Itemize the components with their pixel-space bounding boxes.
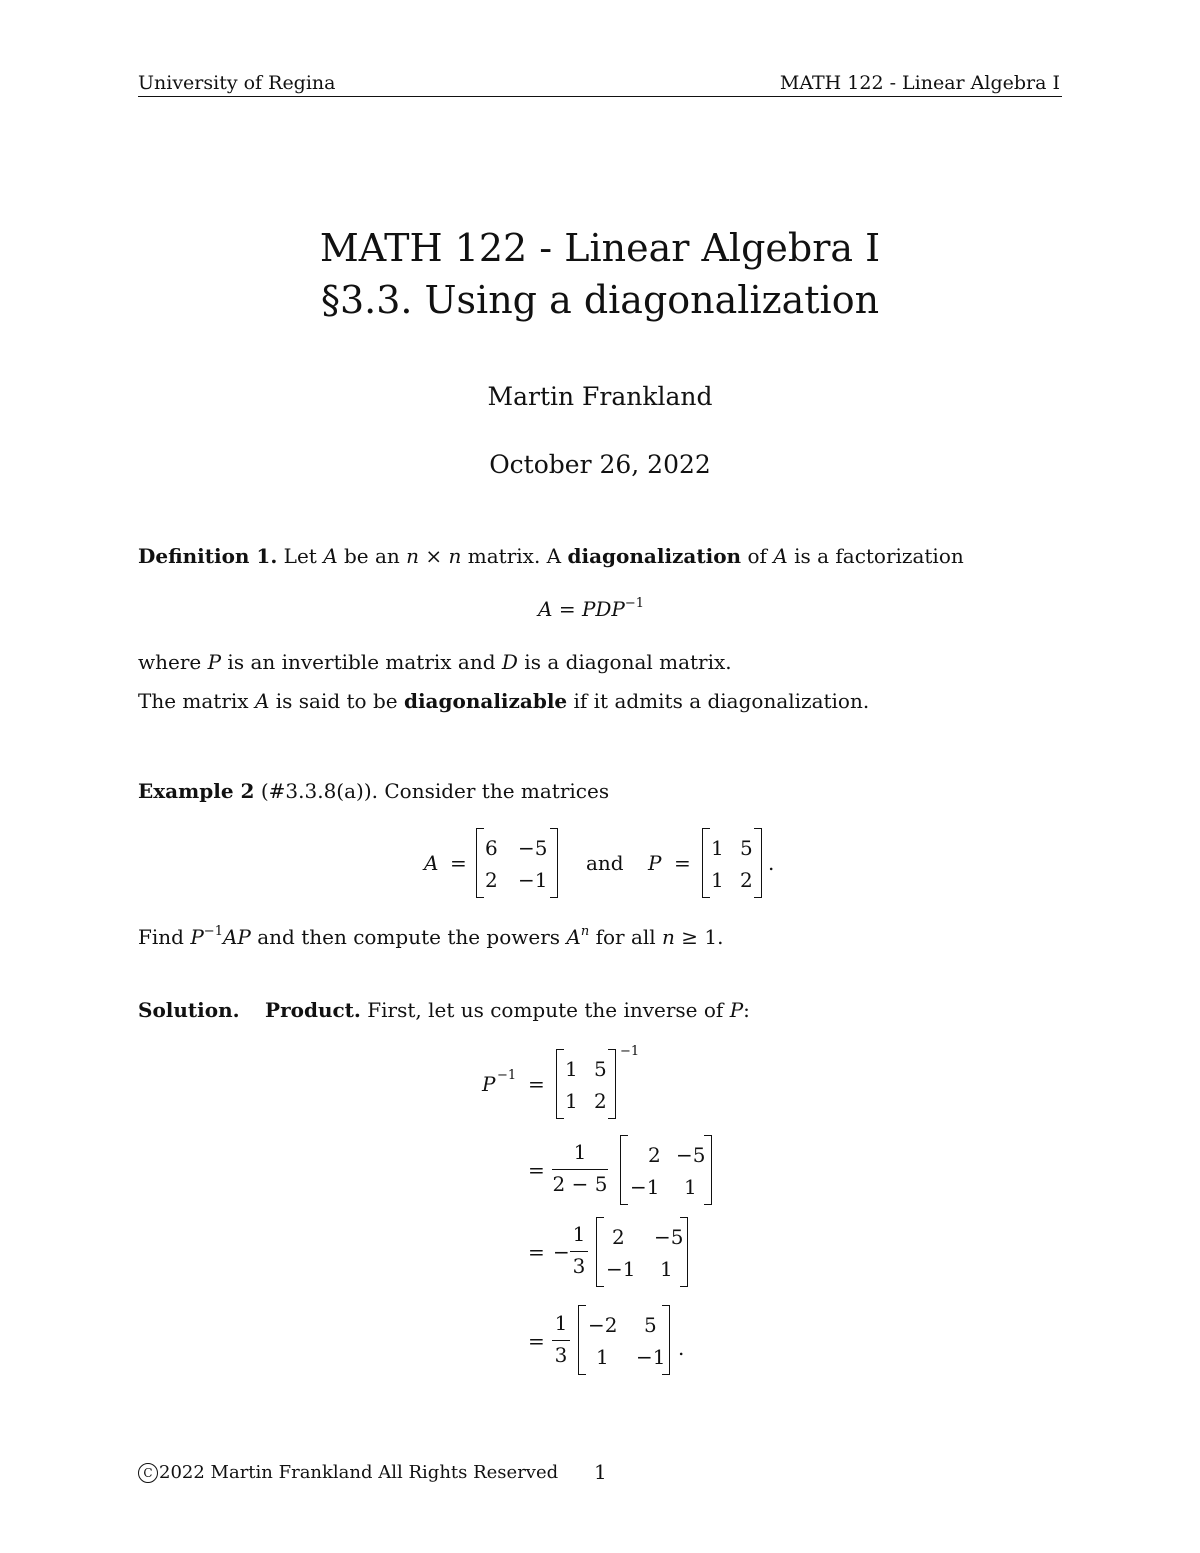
copyright-icon: C	[138, 1463, 158, 1483]
solution-line: Solution. Product. First, let us compute the inverse of P:	[138, 998, 750, 1022]
header-rule	[138, 96, 1062, 97]
date: October 26, 2022	[489, 450, 711, 479]
fraction-step4: 1 3	[552, 1311, 570, 1367]
definition-equation: $A = PDP^{-1}$	[538, 596, 645, 621]
copyright-notice: C 2022 Martin Frankland All Rights Reserved	[138, 1462, 558, 1483]
matrix-P: 1 5 1 2	[702, 828, 762, 898]
solution-label: Solution.	[138, 998, 240, 1022]
definition-diagonalizable-line: The matrix A is said to be diagonalizable if it admits a diagonalization.	[138, 689, 870, 713]
page-number: 1	[594, 1460, 607, 1484]
solution-subheading: Product.	[265, 998, 361, 1022]
example-label: Example 2	[138, 779, 255, 803]
matrix-step2: 2 −5 −1 1	[620, 1135, 712, 1205]
page-subtitle: §3.3. Using a diagonalization	[320, 278, 880, 322]
fraction-step2: 1 2 − 5	[552, 1140, 608, 1196]
author: Martin Frankland	[487, 382, 713, 411]
matrix-A: 6 −5 2 −1	[476, 828, 558, 898]
definition-label: Definition 1.	[138, 544, 278, 568]
definition-where-line: where P is an invertible matrix and D is a diagonal matrix.	[138, 650, 732, 674]
example-task-line: Find $P^{-1}AP$ and then compute the powers $A^n$ for all n ≥ 1.	[138, 924, 724, 949]
running-header-left: University of Regina	[138, 72, 336, 94]
fraction-step3: 1 3	[570, 1222, 588, 1278]
example-line: Example 2 (#3.3.8(a)). Consider the matrices	[138, 779, 610, 803]
matrix-step1: 1 5 1 2	[556, 1049, 616, 1119]
definition-line: Definition 1. Let A be an n × n matrix. A diagonalization of A is a factorization	[138, 544, 964, 568]
matrix-step4: −2 5 1 −1	[578, 1305, 670, 1375]
running-header-right: MATH 122 - Linear Algebra I	[779, 72, 1060, 94]
matrix-step3: 2 −5 −1 1	[596, 1217, 688, 1287]
page-title: MATH 122 - Linear Algebra I	[319, 226, 881, 270]
term-diagonalization: diagonalization	[567, 544, 742, 568]
term-diagonalizable: diagonalizable	[403, 689, 568, 713]
